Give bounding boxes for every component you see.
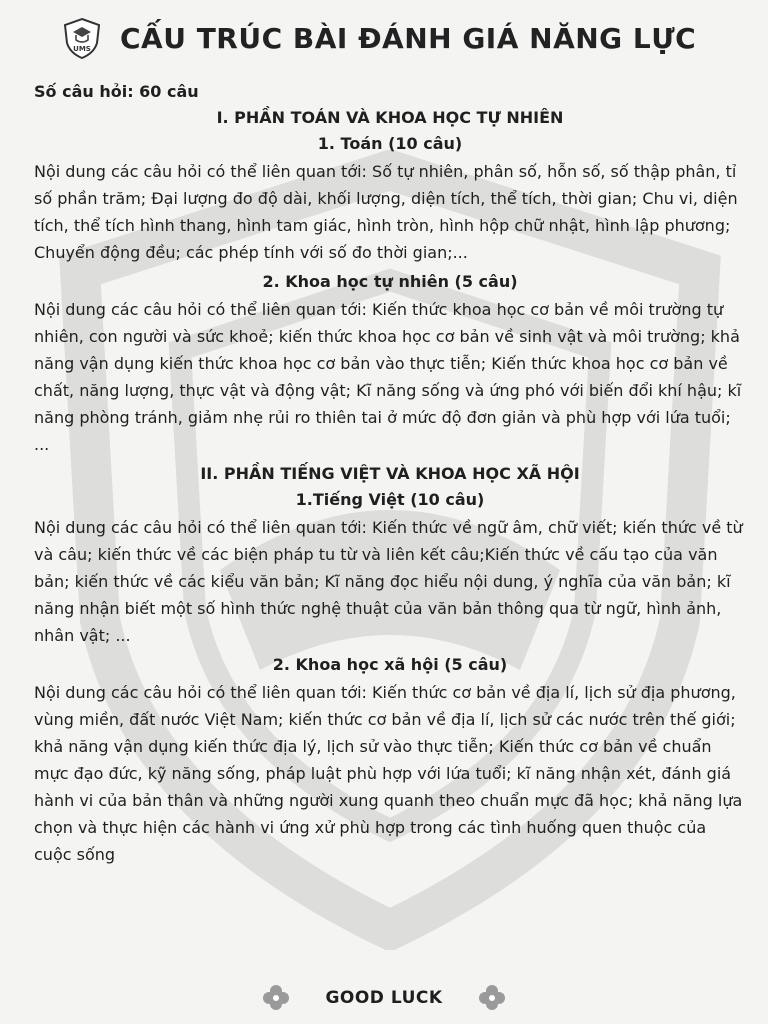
school-crest-icon bbox=[60, 16, 104, 60]
section-title-vietnamese-social: II. PHẦN TIẾNG VIỆT VÀ KHOA HỌC XÃ HỘI bbox=[200, 464, 580, 483]
subsection-body-social-science: Nội dung các câu hỏi có thể liên quan tới: Kiến thức cơ bản về địa lí, lịch sử địa phương, vùng miền, đất nước Việt Nam; kiến thức cơ bản về địa lí, lịch sử các nước trên thế giới; khả năng vận dụng kiến thức địa lý, lịch sử vào thực tiễn; Kiến thức cơ bản về chuẩn mực đạo đức, kỹ năng sống, pháp luật phù hợp với lứa tuổi; kĩ năng nhận xét, đánh giá hành vi của bản thân và những người xung quanh theo chuẩn mực đã học; khả năng lựa chọn và thực hiện các hành vi ứng xử phù hợp trong các tình huống quen thuộc của cuộc sống bbox=[34, 683, 743, 864]
subsection-body-natural-science: Nội dung các câu hỏi có thể liên quan tới: Kiến thức khoa học cơ bản về môi trường tự nhiên, con người và sức khoẻ; kiến thức khoa học cơ bản về sinh vật và môi trường; khả năng vận dụng kiến thức khoa học cơ bản vào thực tiễn; Kiến thức khoa học cơ bản về chất, năng lượng, thực vật và động vật; Kĩ năng sống và ứng phó với biến đổi khí hậu; kĩ năng phòng tránh, giảm nhẹ rủi ro thiên tai ở mức độ đơn giản và phù hợp với lứa tuổi; ... bbox=[34, 300, 742, 454]
subsection-body-math: Nội dung các câu hỏi có thể liên quan tới: Số tự nhiên, phân số, hỗn số, số thập phân, tỉ số phần trăm; Đại lượng đo độ dài, khối lượng, diện tích, thể tích, thời gian; Chu vi, diện tích, thể tích hình thang, hình tam giác, hình tròn, hình hộp chữ nhật, hình lập phương; Chuyển động đều; các phép tính với số đo thời gian;... bbox=[34, 162, 738, 262]
footer-good-luck: GOOD LUCK bbox=[325, 988, 443, 1008]
document-title: CẤU TRÚC BÀI ĐÁNH GIÁ NĂNG LỰC bbox=[120, 21, 697, 55]
subsection-title-natural-science: 2. Khoa học tự nhiên (5 câu) bbox=[262, 272, 518, 291]
clover-icon bbox=[261, 983, 291, 1013]
document-footer bbox=[0, 980, 768, 1016]
subsection-title-math: 1. Toán (10 câu) bbox=[317, 134, 463, 153]
document-header bbox=[60, 12, 740, 64]
document-content bbox=[34, 80, 746, 872]
question-count: Số câu hỏi: 60 câu bbox=[34, 82, 199, 101]
subsection-title-vietnamese: 1.Tiếng Việt (10 câu) bbox=[295, 490, 485, 509]
subsection-title-social-science: 2. Khoa học xã hội (5 câu) bbox=[272, 655, 508, 674]
section-title-math-science: I. PHẦN TOÁN VÀ KHOA HỌC TỰ NHIÊN bbox=[216, 108, 564, 127]
logo-text: UMS bbox=[73, 45, 91, 53]
subsection-body-vietnamese: Nội dung các câu hỏi có thể liên quan tới: Kiến thức về ngữ âm, chữ viết; kiến thức về từ và câu; kiến thức về các biện pháp tu từ và liên kết câu;Kiến thức về cấu tạo của văn bản; kiến thức về các kiểu văn bản; Kĩ năng đọc hiểu nội dung, ý nghĩa của văn bản; kĩ năng nhận biết một số hình thức nghệ thuật của văn bản thông qua từ ngữ, hình ảnh, nhân vật; ... bbox=[34, 518, 743, 645]
clover-icon bbox=[477, 983, 507, 1013]
